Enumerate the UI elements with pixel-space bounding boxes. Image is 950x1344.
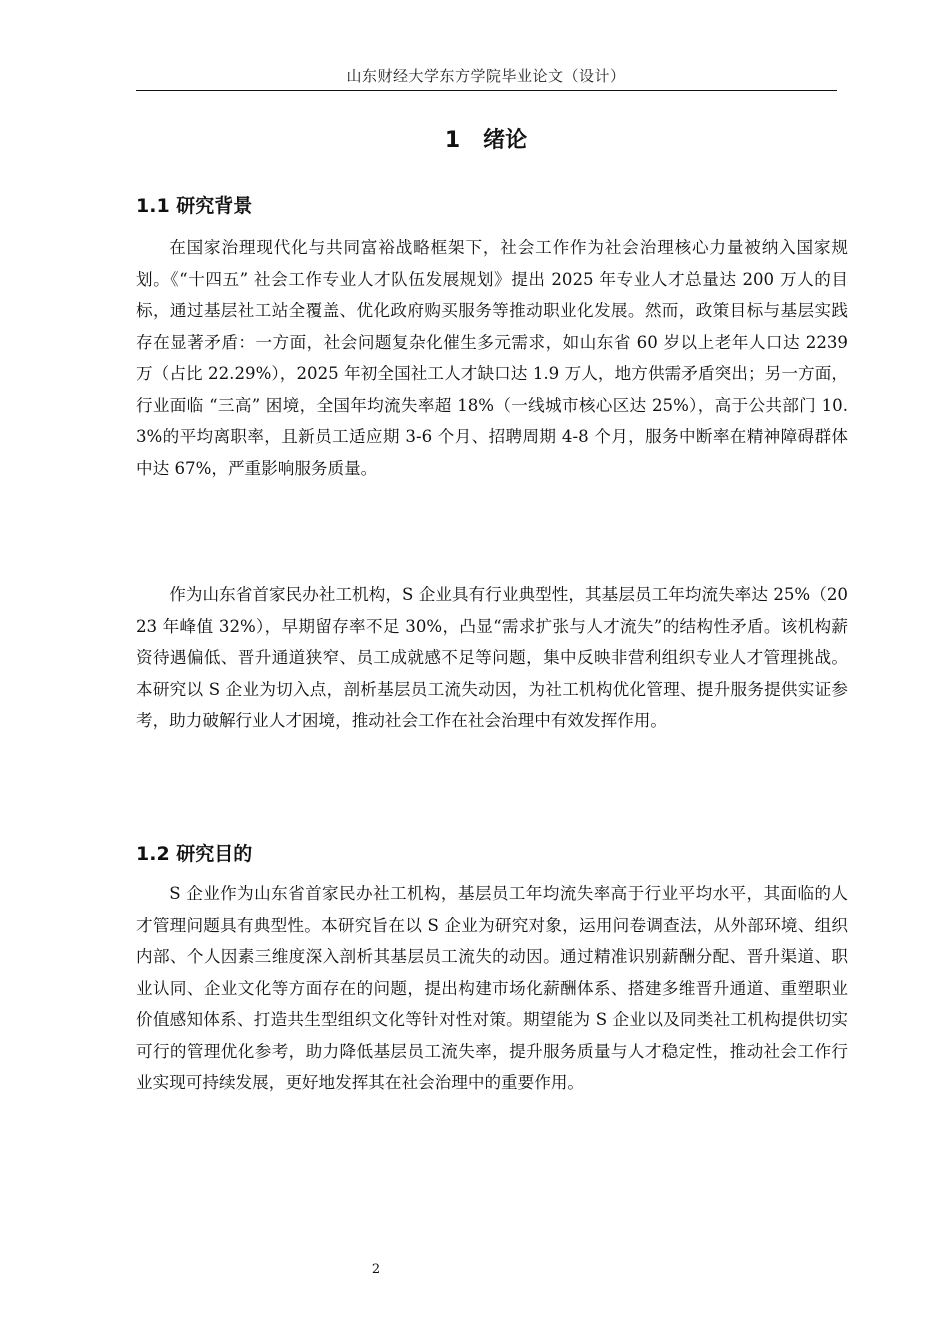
chapter-title: 1 绪论 [444,128,528,153]
header-rule [136,90,837,91]
paragraph-background-2: 作为山东省首家民办社工机构，S 企业具有行业典型性，其基层员工年均流失率达 25%（2023 年峰值 32%），早期留存率不足 30%，凸显“需求扩张与人才流失”的结构性矛盾。该机构薪资待遇偏低、晋升通道狭窄、员工成就感不足等问题，集中反映非营利组织专业人才管理挑战。本研究以 S 企业为切入点，剖析基层员工流失动因，为社工机构优化管理、提升服务提供实证参考，助力破解行业人才困境，推动社会工作在社会治理中有效发挥作用。 [136,585,848,730]
paragraph-background-1: 在国家治理现代化与共同富裕战略框架下，社会工作作为社会治理核心力量被纳入国家规划。《“十四五” 社会工作专业人才队伍发展规划》提出 2025 年专业人才总量达 200 万人的目标，通过基层社工站全覆盖、优化政府购买服务等推动职业化发展。然而，政策目标与基层实践存在显著矛盾：一方面，社会问题复杂化催生多元需求，如山东省 60 岁以上老年人口达 2239 万（占比 22.29%），2025 年初全国社工人才缺口达 1.9 万人，地方供需矛盾突出；另一方面，行业面临 “三高” 困境，全国年均流失率超 18%（一线城市核心区达 25%），高于公共部门 10.3%的平均离职率，且新员工适应期 3-6 个月、招聘周期 4-8 个月，服务中断率在精神障碍群体中达 67%，严重影响服务质量。 [136,238,848,478]
running-header: 山东财经大学东方学院毕业论文（设计） [346,67,626,85]
section-heading-background: 1.1 研究背景 [136,195,253,217]
page-number: 2 [371,1262,381,1277]
section-heading-purpose: 1.2 研究目的 [136,843,253,865]
paragraph-purpose: S 企业作为山东省首家民办社工机构，基层员工年均流失率高于行业平均水平，其面临的人才管理问题具有典型性。本研究旨在以 S 企业为研究对象，运用问卷调查法，从外部环境、组织内部、个人因素三维度深入剖析其基层员工流失的动因。通过精准识别薪酬分配、晋升渠道、职业认同、企业文化等方面存在的问题，提出构建市场化薪酬体系、搭建多维晋升通道、重塑职业价值感知体系、打造共生型组织文化等针对性对策。期望能为 S 企业以及同类社工机构提供切实可行的管理优化参考，助力降低基层员工流失率，提升服务质量与人才稳定性，推动社会工作行业实现可持续发展，更好地发挥其在社会治理中的重要作用。 [136,884,848,1092]
